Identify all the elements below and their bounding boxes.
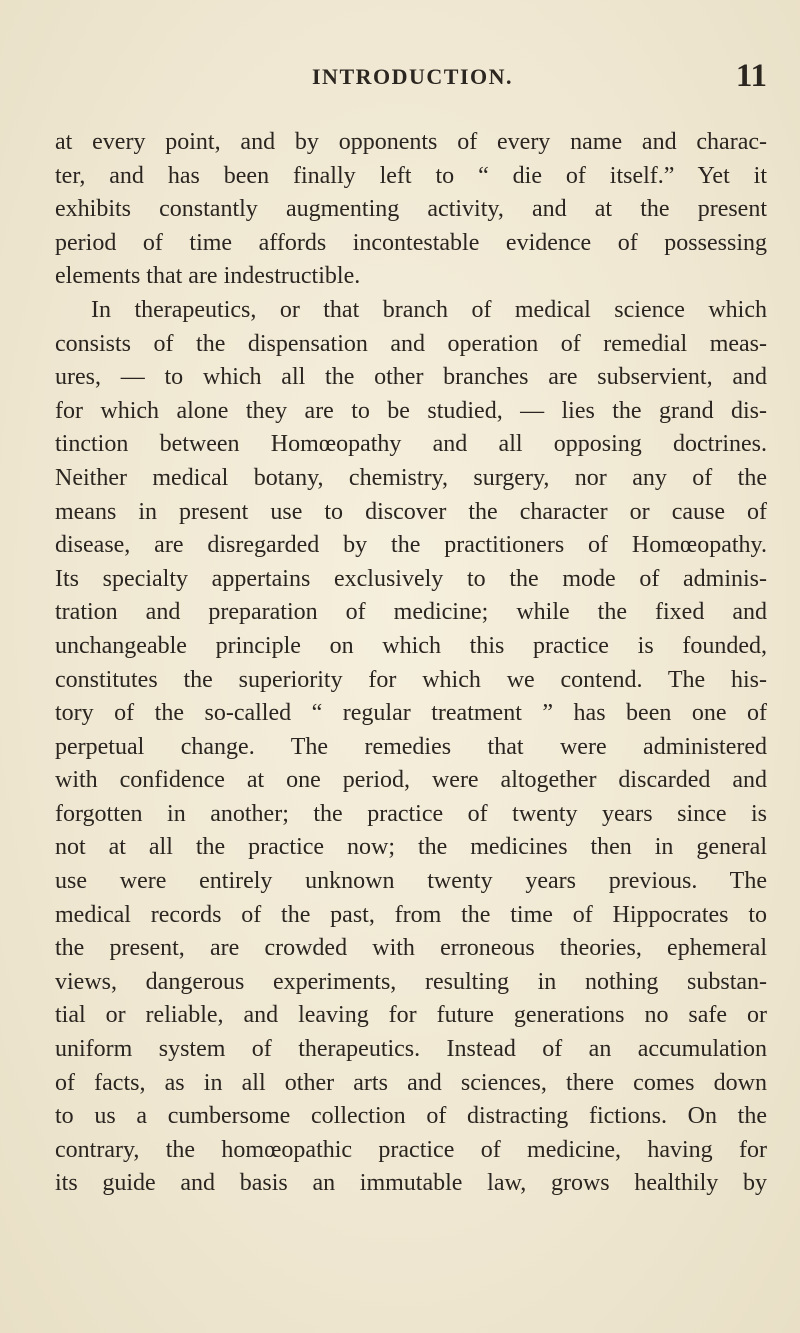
text-line: use were entirely unknown twenty years previous. The xyxy=(55,868,767,895)
text-line: uniform system of therapeutics. Instead of an accumulation xyxy=(55,1036,767,1063)
text-line: tinction between Homœopathy and all opposing doctrines. xyxy=(55,431,767,458)
text-line: the present, are crowded with erroneous theories, ephemeral xyxy=(55,935,767,962)
text-line: to us a cumbersome collection of distracting fictions. On the xyxy=(55,1103,767,1130)
text-line: its guide and basis an immutable law, grows healthily by xyxy=(55,1170,767,1197)
text-line: not at all the practice now; the medicines then in general xyxy=(55,834,767,861)
text-line: exhibits constantly augmenting activity, and at the present xyxy=(55,196,767,223)
page-number: 11 xyxy=(735,58,767,94)
text-line: means in present use to discover the character or cause of xyxy=(55,498,767,525)
text-line: for which alone they are to be studied, — lies the grand dis- xyxy=(55,397,767,424)
running-header xyxy=(55,58,767,102)
text-line: tory of the so-called “ regular treatment ” has been one of xyxy=(55,700,767,727)
text-line: with confidence at one period, were altogether discarded and xyxy=(55,767,767,794)
text-line: tration and preparation of medicine; while the fixed and xyxy=(55,599,767,626)
text-line: ter, and has been finally left to “ die of itself.” Yet it xyxy=(55,162,767,189)
text-line: ures, — to which all the other branches are subservient, and xyxy=(55,364,767,391)
text-line: contrary, the homœopathic practice of medicine, having for xyxy=(55,1136,767,1163)
text-line: constitutes the superiority for which we contend. The his- xyxy=(55,666,767,693)
running-title: INTRODUCTION. xyxy=(312,64,514,89)
text-line: consists of the dispensation and operation of remedial meas- xyxy=(55,330,767,357)
text-line: disease, are disregarded by the practitioners of Homœopathy. xyxy=(55,532,767,559)
text-line: period of time affords incontestable evidence of possessing xyxy=(55,229,767,256)
text-line: Neither medical botany, chemistry, surgery, nor any of the xyxy=(55,464,767,491)
text-line: views, dangerous experiments, resulting in nothing substan- xyxy=(55,968,767,995)
text-line: at every point, and by opponents of every name and charac- xyxy=(55,129,767,155)
text-line: perpetual change. The remedies that were administered xyxy=(55,733,767,760)
paragraph-1 xyxy=(55,126,767,294)
text-line: unchangeable principle on which this practice is founded, xyxy=(55,632,767,659)
body-text xyxy=(55,126,767,1201)
text-line: elements that are indestructible. xyxy=(55,263,361,290)
text-line: of facts, as in all other arts and sciences, there comes down xyxy=(55,1069,767,1096)
text-line: medical records of the past, from the time of Hippocrates to xyxy=(55,901,767,928)
text-line: tial or reliable, and leaving for future generations no safe or xyxy=(55,1002,767,1029)
text-line: Its specialty appertains exclusively to the mode of adminis- xyxy=(55,565,767,592)
text-line: forgotten in another; the practice of twenty years since is xyxy=(55,800,767,827)
paragraph-2 xyxy=(55,294,767,1201)
text-line: In therapeutics, or that branch of medical science which xyxy=(91,296,767,323)
